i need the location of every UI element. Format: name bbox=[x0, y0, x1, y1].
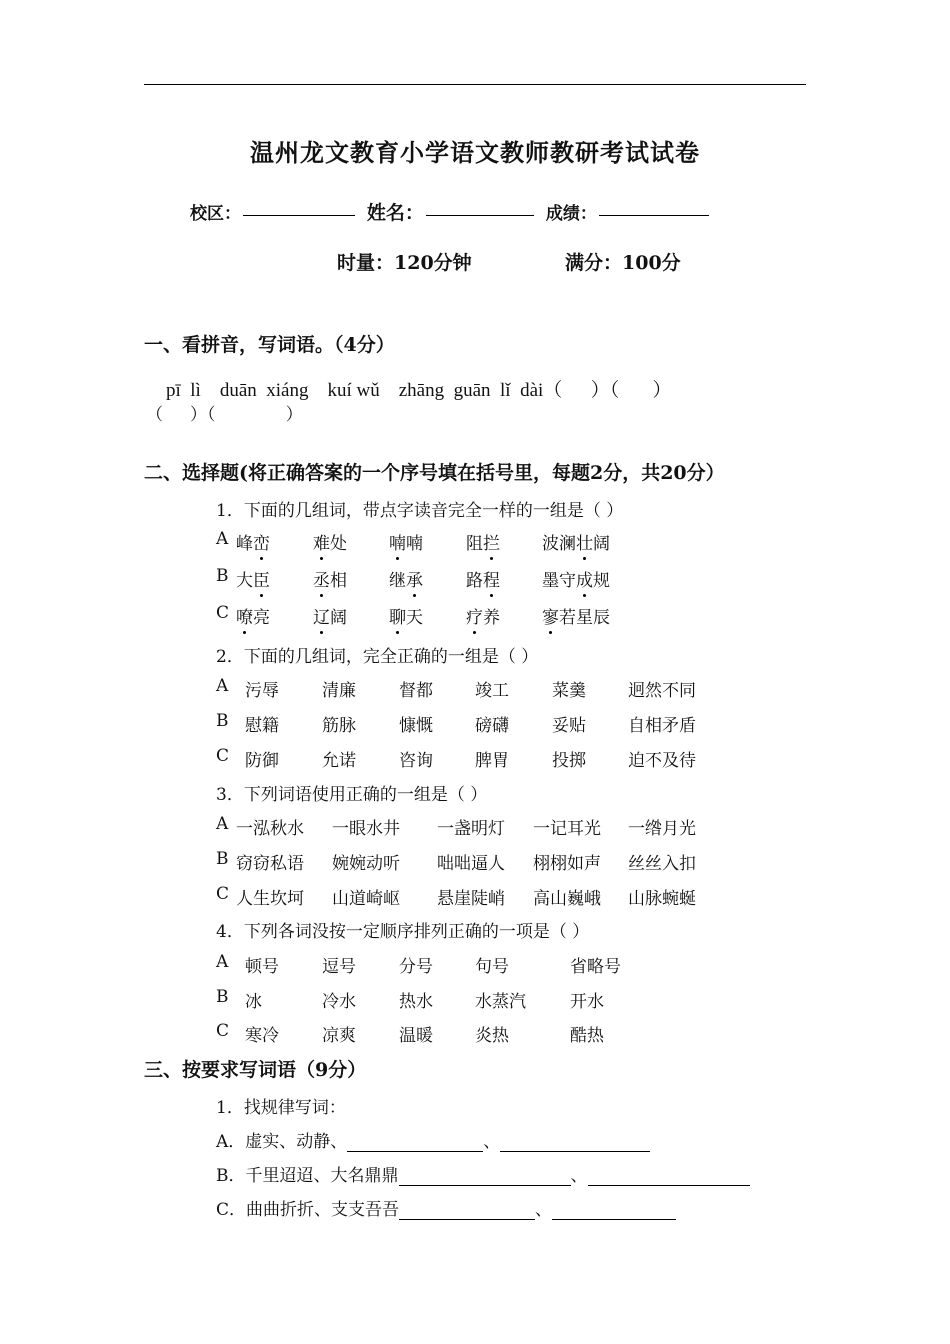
emphasis-dot-char: 臣 bbox=[253, 566, 270, 591]
q1-option-word: 峰峦 bbox=[236, 529, 270, 554]
q2-option-word: 磅礴 bbox=[475, 716, 509, 736]
emphasis-dot-char: 承 bbox=[406, 566, 423, 591]
q2-option-label: A bbox=[216, 676, 229, 696]
q2-option-label: C bbox=[216, 746, 230, 766]
q4-option-label: A bbox=[216, 952, 229, 972]
emphasis-dot-char: 丞 bbox=[313, 566, 330, 591]
s3-q1: 1．找规律写词： bbox=[216, 1098, 346, 1118]
q4-option-word: 省略号 bbox=[570, 957, 621, 977]
info-line bbox=[190, 198, 715, 225]
q1-option-label: A bbox=[216, 529, 229, 549]
q1-option-word: 阻拦 bbox=[466, 529, 500, 554]
s3-a-blank-1[interactable] bbox=[347, 1135, 483, 1152]
q3-option-word: 一盏明灯 bbox=[437, 819, 505, 839]
s3-c-blank-2[interactable] bbox=[552, 1203, 676, 1220]
s3-b-blank-2[interactable] bbox=[588, 1169, 750, 1186]
emphasis-dot-char: 辽 bbox=[313, 603, 330, 628]
q2-option-word: 投掷 bbox=[552, 751, 586, 771]
q4-option-label: B bbox=[216, 987, 229, 1007]
q3-option-word: 一绺月光 bbox=[628, 819, 696, 839]
q3-option-word: 人生坎坷 bbox=[236, 889, 304, 909]
q3-option-label: B bbox=[216, 849, 229, 869]
score-label: 成绩： bbox=[545, 204, 597, 224]
q1-option-word: 难处 bbox=[313, 529, 347, 554]
q1-option-word: 寥若星辰 bbox=[542, 603, 610, 628]
campus-blank[interactable] bbox=[243, 214, 355, 216]
pinyin-line: pī lì duān xiáng kuí wǔ zhāng guān lǐ dài（ ）（ ） bbox=[166, 380, 672, 401]
q4-option-word: 热水 bbox=[399, 992, 433, 1012]
s3-a-sep: 、 bbox=[483, 1132, 501, 1152]
emphasis-dot-char: 聊 bbox=[389, 603, 406, 628]
q4-option-word: 温暖 bbox=[399, 1026, 433, 1046]
q3-option-word: 栩栩如声 bbox=[533, 854, 601, 874]
s3-line-a bbox=[216, 1127, 650, 1152]
score-blank[interactable] bbox=[599, 214, 709, 216]
q2-option-word: 迫不及待 bbox=[628, 751, 696, 771]
q3-option-word: 一记耳光 bbox=[533, 819, 601, 839]
emphasis-dot-char: 峦 bbox=[253, 529, 270, 554]
q2-option-word: 筋脉 bbox=[322, 716, 356, 736]
q1-option-word: 路程 bbox=[466, 566, 500, 591]
emphasis-dot-char: 壮 bbox=[576, 529, 593, 554]
q3-stem: 3．下列词语使用正确的一组是（ ） bbox=[216, 785, 488, 805]
q2-option-word: 清廉 bbox=[322, 681, 356, 701]
q3-option-word: 丝丝入扣 bbox=[628, 854, 696, 874]
q3-option-word: 咄咄逼人 bbox=[437, 854, 505, 874]
q4-option-word: 炎热 bbox=[475, 1026, 509, 1046]
q3-option-label: A bbox=[216, 814, 229, 834]
q4-option-word: 顿号 bbox=[245, 957, 279, 977]
q4-option-word: 凉爽 bbox=[322, 1026, 356, 1046]
section1-heading: 一、看拼音，写词语。（4分） bbox=[144, 334, 395, 356]
q1-option-word: 辽阔 bbox=[313, 603, 347, 628]
q4-option-word: 水蒸汽 bbox=[475, 992, 526, 1012]
full-score-info: 满分：100分 bbox=[565, 252, 681, 274]
q2-option-word: 菜羹 bbox=[552, 681, 586, 701]
q1-option-word: 聊天 bbox=[389, 603, 423, 628]
s3-a-text: A．虚实、动静、 bbox=[216, 1132, 348, 1152]
s3-line-b bbox=[216, 1161, 750, 1186]
q1-option-word: 喃喃 bbox=[389, 529, 423, 554]
q2-option-word: 自相矛盾 bbox=[628, 716, 696, 736]
emphasis-dot-char: 寥 bbox=[542, 603, 559, 628]
q1-option-label: B bbox=[216, 566, 229, 586]
q2-option-word: 污辱 bbox=[245, 681, 279, 701]
q4-stem: 4．下列各词没按一定顺序排列正确的一项是（ ） bbox=[216, 922, 590, 942]
q1-option-word: 继承 bbox=[389, 566, 423, 591]
q2-option-word: 脾胃 bbox=[475, 751, 509, 771]
q4-option-word: 句号 bbox=[475, 957, 509, 977]
emphasis-dot-char: 拦 bbox=[483, 529, 500, 554]
q3-option-word: 一泓秋水 bbox=[236, 819, 304, 839]
q4-option-word: 冰 bbox=[245, 992, 262, 1012]
page-title: 温州龙文教育小学语文教师教研考试试卷 bbox=[250, 138, 700, 167]
q4-option-label: C bbox=[216, 1021, 230, 1041]
q3-option-word: 高山巍峨 bbox=[533, 889, 601, 909]
s3-line-c bbox=[216, 1195, 676, 1220]
q4-option-word: 逗号 bbox=[322, 957, 356, 977]
q1-stem: 1．下面的几组词，带点字读音完全一样的一组是（ ） bbox=[216, 501, 624, 521]
q3-option-word: 婉婉动听 bbox=[332, 854, 400, 874]
section2-heading: 二、选择题(将正确答案的一个序号填在括号里，每题2分，共20分） bbox=[144, 462, 725, 484]
s3-c-blank-1[interactable] bbox=[399, 1203, 535, 1220]
q3-option-word: 山道崎岖 bbox=[332, 889, 400, 909]
s3-b-blank-1[interactable] bbox=[399, 1169, 571, 1186]
q1-option-word: 丞相 bbox=[313, 566, 347, 591]
s3-b-text: B．千里迢迢、大名鼎鼎 bbox=[216, 1166, 399, 1186]
bracket-line: （ ）（ ） bbox=[146, 405, 303, 425]
q1-option-word: 波澜壮阔 bbox=[542, 529, 610, 554]
q2-stem: 2．下面的几组词，完全正确的一组是（ ） bbox=[216, 647, 539, 667]
emphasis-dot-char: 嘹 bbox=[236, 603, 253, 628]
s3-c-sep: 、 bbox=[535, 1200, 553, 1220]
q4-option-word: 冷水 bbox=[322, 992, 356, 1012]
q2-option-word: 咨询 bbox=[399, 751, 433, 771]
emphasis-dot-char: 程 bbox=[483, 566, 500, 591]
q4-option-word: 分号 bbox=[399, 957, 433, 977]
q2-option-word: 妥贴 bbox=[552, 716, 586, 736]
q3-option-word: 窃窃私语 bbox=[236, 854, 304, 874]
q1-option-word: 嘹亮 bbox=[236, 603, 270, 628]
time-info: 时量：120分钟 bbox=[337, 252, 472, 274]
q1-option-word: 墨守成规 bbox=[542, 566, 610, 591]
q4-option-word: 寒冷 bbox=[245, 1026, 279, 1046]
emphasis-dot-char: 难 bbox=[313, 529, 330, 554]
q2-option-label: B bbox=[216, 711, 229, 731]
name-blank[interactable] bbox=[426, 214, 534, 216]
q4-option-word: 酷热 bbox=[570, 1026, 604, 1046]
emphasis-dot-char: 喃 bbox=[389, 529, 406, 554]
q2-option-word: 慰籍 bbox=[245, 716, 279, 736]
q4-option-word: 开水 bbox=[570, 992, 604, 1012]
top-rule bbox=[144, 84, 806, 85]
q2-option-word: 督都 bbox=[399, 681, 433, 701]
q1-option-word: 疗养 bbox=[466, 603, 500, 628]
s3-a-blank-2[interactable] bbox=[500, 1135, 650, 1152]
s3-b-sep: 、 bbox=[570, 1166, 588, 1186]
emphasis-dot-char: 成 bbox=[576, 566, 593, 591]
campus-label: 校区： bbox=[190, 204, 241, 224]
q2-option-word: 竣工 bbox=[475, 681, 509, 701]
name-label: 姓名： bbox=[366, 202, 424, 224]
emphasis-dot-char: 疗 bbox=[466, 603, 483, 628]
q3-option-word: 悬崖陡峭 bbox=[437, 889, 505, 909]
q2-option-word: 允诺 bbox=[322, 751, 356, 771]
q3-option-word: 一眼水井 bbox=[332, 819, 400, 839]
q2-option-word: 慷慨 bbox=[399, 716, 433, 736]
s3-c-text: C．曲曲折折、支支吾吾 bbox=[216, 1200, 400, 1220]
q3-option-word: 山脉蜿蜒 bbox=[628, 889, 696, 909]
q1-option-label: C bbox=[216, 603, 230, 623]
q1-option-word: 大臣 bbox=[236, 566, 270, 591]
q2-option-word: 防御 bbox=[245, 751, 279, 771]
q2-option-word: 迥然不同 bbox=[628, 681, 696, 701]
section3-heading: 三、按要求写词语（9分） bbox=[144, 1059, 367, 1081]
q3-option-label: C bbox=[216, 884, 230, 904]
